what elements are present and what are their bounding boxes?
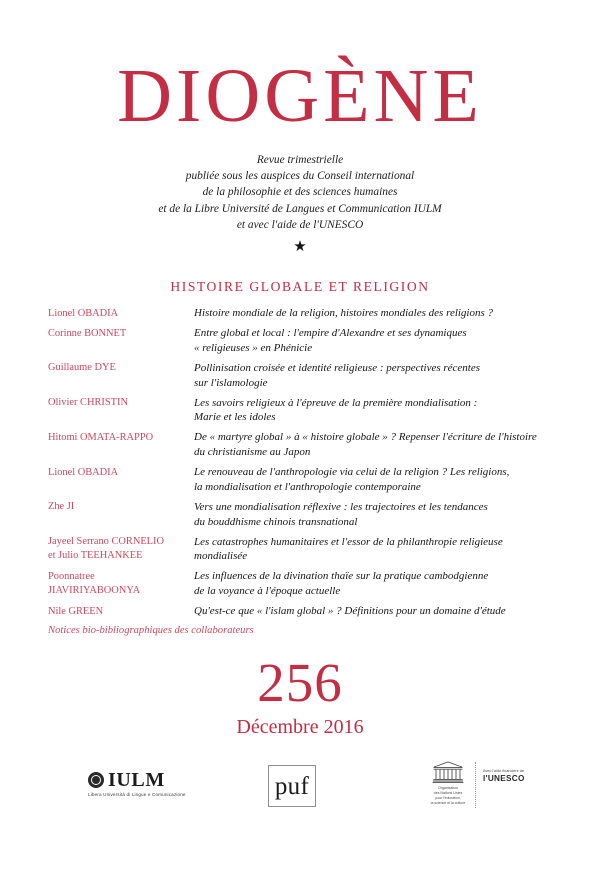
iulm-wordmark: IULM: [108, 769, 165, 791]
toc-entry-author: [48, 569, 194, 597]
toc-entry-author: [48, 396, 194, 410]
toc-entry-title: [194, 465, 568, 494]
toc-title-line: Les influences de la divination thaïe sur la pratique cambodgienne: [194, 570, 489, 583]
toc-author-line: Guillaume DYE: [48, 362, 116, 374]
iulm-emblem-icon: [88, 772, 104, 788]
issue-number: 256: [257, 652, 343, 713]
toc-entry-author: [48, 535, 194, 563]
toc-entry-author: [48, 361, 194, 375]
subtitle-block: [0, 152, 600, 233]
toc-title-line: Le renouveau de l'anthropologie via celui de la religion ? Les religions,: [194, 466, 510, 479]
iulm-logo: [88, 770, 208, 797]
puf-wordmark: puf: [274, 772, 310, 800]
toc-entry-title: [194, 430, 568, 459]
subtitle-line-4: et de la Libre Université de Langues et Communication IULM: [158, 202, 442, 215]
masthead: [0, 54, 600, 138]
toc-entry-author: [48, 326, 194, 340]
toc-entry-title: [194, 500, 568, 529]
subtitle-line-2: publiée sous les auspices du Conseil international: [185, 170, 415, 183]
toc-title-line: du bouddhisme chinois transnational: [194, 515, 358, 528]
issue-date: Décembre 2016: [236, 716, 364, 738]
toc-title-line: Marie et les idoles: [194, 411, 276, 424]
toc-entry: [48, 326, 568, 355]
unesco-org-line-2: des Nations Unies: [433, 790, 463, 795]
unesco-divider: [475, 762, 476, 808]
toc-author-line: Poonnatree: [48, 570, 95, 582]
toc-author-line: Lionel OBADIA: [48, 307, 119, 319]
toc-title-line: Vers une mondialisation réflexive : les trajectoires et les tendances: [194, 500, 488, 513]
toc-author-line: Jayeel Serrano CORNELIO: [48, 536, 164, 548]
star-icon: ★: [293, 239, 307, 255]
toc-entry-author: [48, 430, 194, 444]
footer-logos: [0, 760, 600, 820]
toc-author-line: JIAVIRIYABOONYA: [48, 584, 141, 596]
toc-entry: [48, 361, 568, 390]
unesco-org-line-3: pour l'éducation,: [435, 795, 461, 800]
section-heading: HISTOIRE GLOBALE ET RELIGION: [170, 279, 430, 294]
toc-entry-title: [194, 306, 568, 321]
toc-author-line: et Julio TEEHANKEE: [48, 549, 143, 561]
toc-entry-title: [194, 535, 568, 564]
subtitle-line-1: Revue trimestrielle: [256, 154, 344, 166]
toc-title-line: Entre global et local : l'empire d'Alexandre et ses dynamiques: [194, 327, 467, 340]
toc-title-line: sur l'islamologie: [194, 376, 268, 389]
toc-entry: [48, 396, 568, 425]
toc-entry-author: [48, 500, 194, 514]
subtitle-line-3: de la philosophie et des sciences humaines: [202, 186, 398, 199]
toc-title-line: la mondialisation et l'anthropologie contemporaine: [194, 480, 421, 493]
toc-title-line: Qu'est-ce que « l'islam global » ? Définitions pour un domaine d'étude: [194, 605, 506, 618]
toc-entry: [48, 306, 568, 321]
toc-title-line: Les catastrophes humanitaires et l'essor de la philanthropie religieuse: [194, 535, 503, 548]
toc-title-line: Les savoirs religieux à l'épreuve de la première mondialisation :: [194, 396, 478, 409]
unesco-logo: [428, 760, 528, 808]
toc-title-line: « religieuses » en Phénicie: [194, 341, 313, 354]
unesco-aide-text: Avec l'aide financière de: [483, 769, 524, 773]
toc-entry-title: [194, 604, 568, 619]
toc-title-line: Pollinisation croisée et identité religieuse : perspectives récentes: [194, 361, 481, 374]
subtitle-line-5: et avec l'aide de l'UNESCO: [236, 218, 364, 231]
unesco-temple-icon: [431, 760, 465, 784]
toc-entry: [48, 535, 568, 564]
toc-author-line: Lionel OBADIA: [48, 466, 119, 478]
journal-title: DIOGÈNE: [117, 54, 483, 138]
toc-entry-author: [48, 306, 194, 320]
iulm-tagline: Libera Università di Lingue e Comunicazione: [88, 792, 186, 797]
unesco-organisation-caption: [428, 786, 468, 806]
star-separator: [0, 240, 600, 255]
toc-entry-title: [194, 361, 568, 390]
toc-entry-title: [194, 396, 568, 425]
toc-entry: [48, 465, 568, 494]
unesco-org-line-4: la science et la culture: [430, 800, 466, 805]
toc-title-line: du christianisme au Japon: [194, 446, 311, 458]
toc-author-line: Corinne BONNET: [48, 327, 127, 339]
table-of-contents: [48, 306, 568, 638]
toc-entry: [48, 500, 568, 529]
toc-author-line: Hitomi OMATA-RAPPO: [48, 431, 154, 443]
toc-title-line: mondialisée: [194, 550, 248, 563]
toc-author-line: Nile GREEN: [48, 605, 104, 617]
toc-entry-title: [194, 326, 568, 355]
toc-entry: [48, 430, 568, 459]
toc-author-line: Zhe JI: [48, 501, 75, 513]
puf-logo: [268, 765, 316, 807]
unesco-wordmark: l'UNESCO: [483, 773, 525, 783]
toc-title-line: Histoire mondiale de la religion, histoires mondiales des religions ?: [194, 307, 494, 319]
toc-entry-author: [48, 604, 194, 618]
toc-entry-title: [194, 569, 568, 598]
toc-entry: [48, 604, 568, 619]
toc-title-line: De « martyre global » à « histoire globale » ? Repenser l'écriture de l'histoire: [194, 431, 537, 444]
unesco-org-line-1: Organisation: [438, 786, 458, 790]
toc-title-line: de la voyance à l'époque actuelle: [194, 585, 341, 597]
toc-entry: [48, 569, 568, 598]
toc-entry-author: [48, 465, 194, 479]
toc-notices: Notices bio-bibliographiques des collaborateurs: [48, 625, 254, 637]
toc-author-line: Olivier CHRISTIN: [48, 397, 128, 409]
